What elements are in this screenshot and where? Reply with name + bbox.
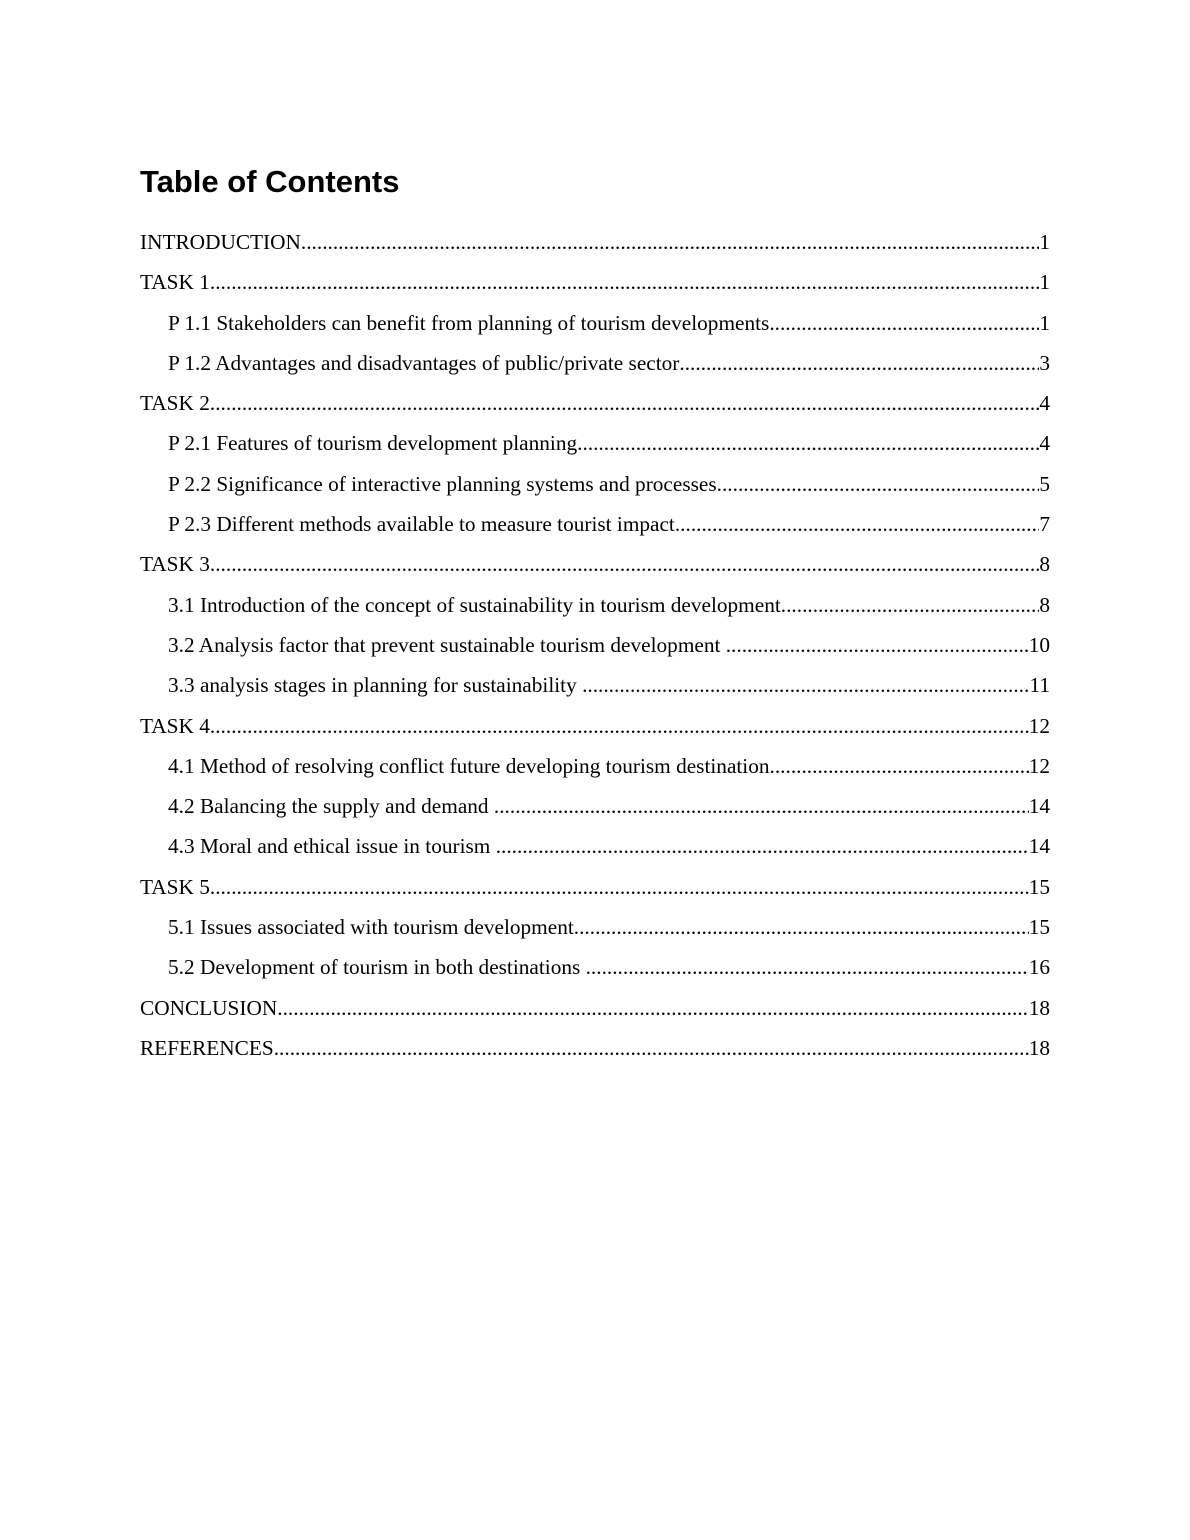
toc-entry-page-number: 8: [1039, 592, 1050, 617]
toc-entry-label: 5.2 Development of tourism in both destinations: [168, 955, 586, 980]
toc-entry[interactable]: [140, 786, 1050, 826]
toc-entry[interactable]: [140, 222, 1050, 262]
toc-entry[interactable]: [140, 907, 1050, 947]
toc-entry[interactable]: [140, 947, 1050, 987]
toc-entry[interactable]: [140, 504, 1050, 544]
toc-title: Table of Contents: [140, 164, 400, 199]
toc-entry[interactable]: [140, 303, 1050, 343]
toc-entry[interactable]: [140, 383, 1050, 423]
toc-dot-leader: [210, 867, 1029, 907]
toc-list: [140, 222, 1050, 1068]
toc-entry-label: 4.2 Balancing the supply and demand: [168, 794, 494, 819]
toc-dot-leader: [210, 544, 1039, 584]
toc-dot-leader: [769, 303, 1039, 343]
toc-entry-label: 3.2 Analysis factor that prevent sustainable tourism development: [168, 632, 726, 657]
toc-entry-label: 3.3 analysis stages in planning for sustainability: [168, 673, 583, 698]
toc-entry-page-number: 10: [1028, 632, 1050, 657]
toc-dot-leader: [210, 706, 1029, 746]
toc-entry-page-number: 5: [1039, 471, 1050, 496]
toc-entry-label: P 1.2 Advantages and disadvantages of public/private sector: [168, 350, 680, 375]
toc-entry-label: P 2.1 Features of tourism development planning: [168, 431, 578, 456]
toc-entry-label: P 2.3 Different methods available to measure tourist impact: [168, 512, 675, 537]
toc-dot-leader: [494, 786, 1029, 826]
toc-entry-page-number: 16: [1028, 955, 1050, 980]
toc-dot-leader: [586, 947, 1029, 987]
toc-entry[interactable]: [140, 665, 1050, 705]
toc-entry[interactable]: [140, 423, 1050, 463]
toc-entry[interactable]: [140, 544, 1050, 584]
toc-entry-label: 3.1 Introduction of the concept of sustainability in tourism development: [168, 592, 781, 617]
toc-dot-leader: [301, 222, 1039, 262]
toc-entry[interactable]: [140, 988, 1050, 1028]
toc-entry[interactable]: [140, 262, 1050, 302]
toc-entry-page-number: 12: [1028, 753, 1050, 778]
toc-entry[interactable]: [140, 585, 1050, 625]
toc-entry-label: REFERENCES: [140, 1035, 274, 1060]
toc-entry[interactable]: [140, 464, 1050, 504]
toc-entry[interactable]: [140, 625, 1050, 665]
toc-dot-leader: [726, 625, 1029, 665]
toc-entry-label: TASK 4: [140, 713, 210, 738]
toc-dot-leader: [717, 464, 1040, 504]
toc-entry-label: CONCLUSION: [140, 995, 278, 1020]
toc-dot-leader: [210, 383, 1039, 423]
toc-dot-leader: [210, 262, 1039, 302]
toc-dot-leader: [496, 826, 1029, 866]
toc-entry-page-number: 1: [1039, 230, 1050, 254]
toc-entry[interactable]: [140, 826, 1050, 866]
toc-entry[interactable]: [140, 706, 1050, 746]
toc-entry-label: 4.3 Moral and ethical issue in tourism: [168, 834, 496, 859]
toc-entry-page-number: 14: [1028, 794, 1050, 819]
toc-dot-leader: [781, 585, 1040, 625]
toc-entry-page-number: 15: [1028, 915, 1050, 940]
toc-entry-label: P 2.2 Significance of interactive planning systems and processes: [168, 471, 717, 496]
toc-dot-leader: [770, 746, 1029, 786]
toc-entry-label: TASK 5: [140, 874, 210, 899]
toc-entry-page-number: 3: [1039, 350, 1050, 375]
toc-entry-page-number: 1: [1039, 270, 1050, 295]
toc-entry[interactable]: [140, 867, 1050, 907]
toc-dot-leader: [274, 1028, 1029, 1068]
toc-dot-leader: [582, 665, 1029, 705]
toc-entry-page-number: 12: [1028, 713, 1050, 738]
toc-entry-label: 5.1 Issues associated with tourism development: [168, 915, 574, 940]
toc-entry-page-number: 15: [1028, 874, 1050, 899]
toc-entry-label: 4.1 Method of resolving conflict future developing tourism destination: [168, 753, 770, 778]
toc-entry-page-number: 1: [1039, 310, 1050, 335]
toc-entry-label: TASK 1: [140, 270, 210, 295]
toc-entry-page-number: 8: [1039, 552, 1050, 577]
toc-dot-leader: [679, 343, 1039, 383]
toc-entry-page-number: 4: [1039, 431, 1050, 456]
toc-entry[interactable]: [140, 1028, 1050, 1068]
toc-entry-page-number: 18: [1028, 995, 1050, 1020]
toc-entry-page-number: 14: [1028, 834, 1050, 859]
toc-entry-label: TASK 3: [140, 552, 210, 577]
toc-dot-leader: [277, 988, 1028, 1028]
toc-entry-label: P 1.1 Stakeholders can benefit from planning of tourism developments: [168, 310, 770, 335]
toc-dot-leader: [574, 907, 1029, 947]
toc-entry-label: TASK 2: [140, 391, 210, 416]
toc-entry[interactable]: [140, 746, 1050, 786]
toc-entry[interactable]: [140, 343, 1050, 383]
toc-entry-label: INTRODUCTION: [140, 230, 301, 254]
toc-dot-leader: [675, 504, 1039, 544]
toc-entry-page-number: 18: [1028, 1035, 1050, 1060]
toc-dot-leader: [577, 423, 1039, 463]
toc-entry-page-number: 11: [1029, 673, 1050, 698]
toc-entry-page-number: 7: [1039, 512, 1050, 537]
toc-entry-page-number: 4: [1039, 391, 1050, 416]
